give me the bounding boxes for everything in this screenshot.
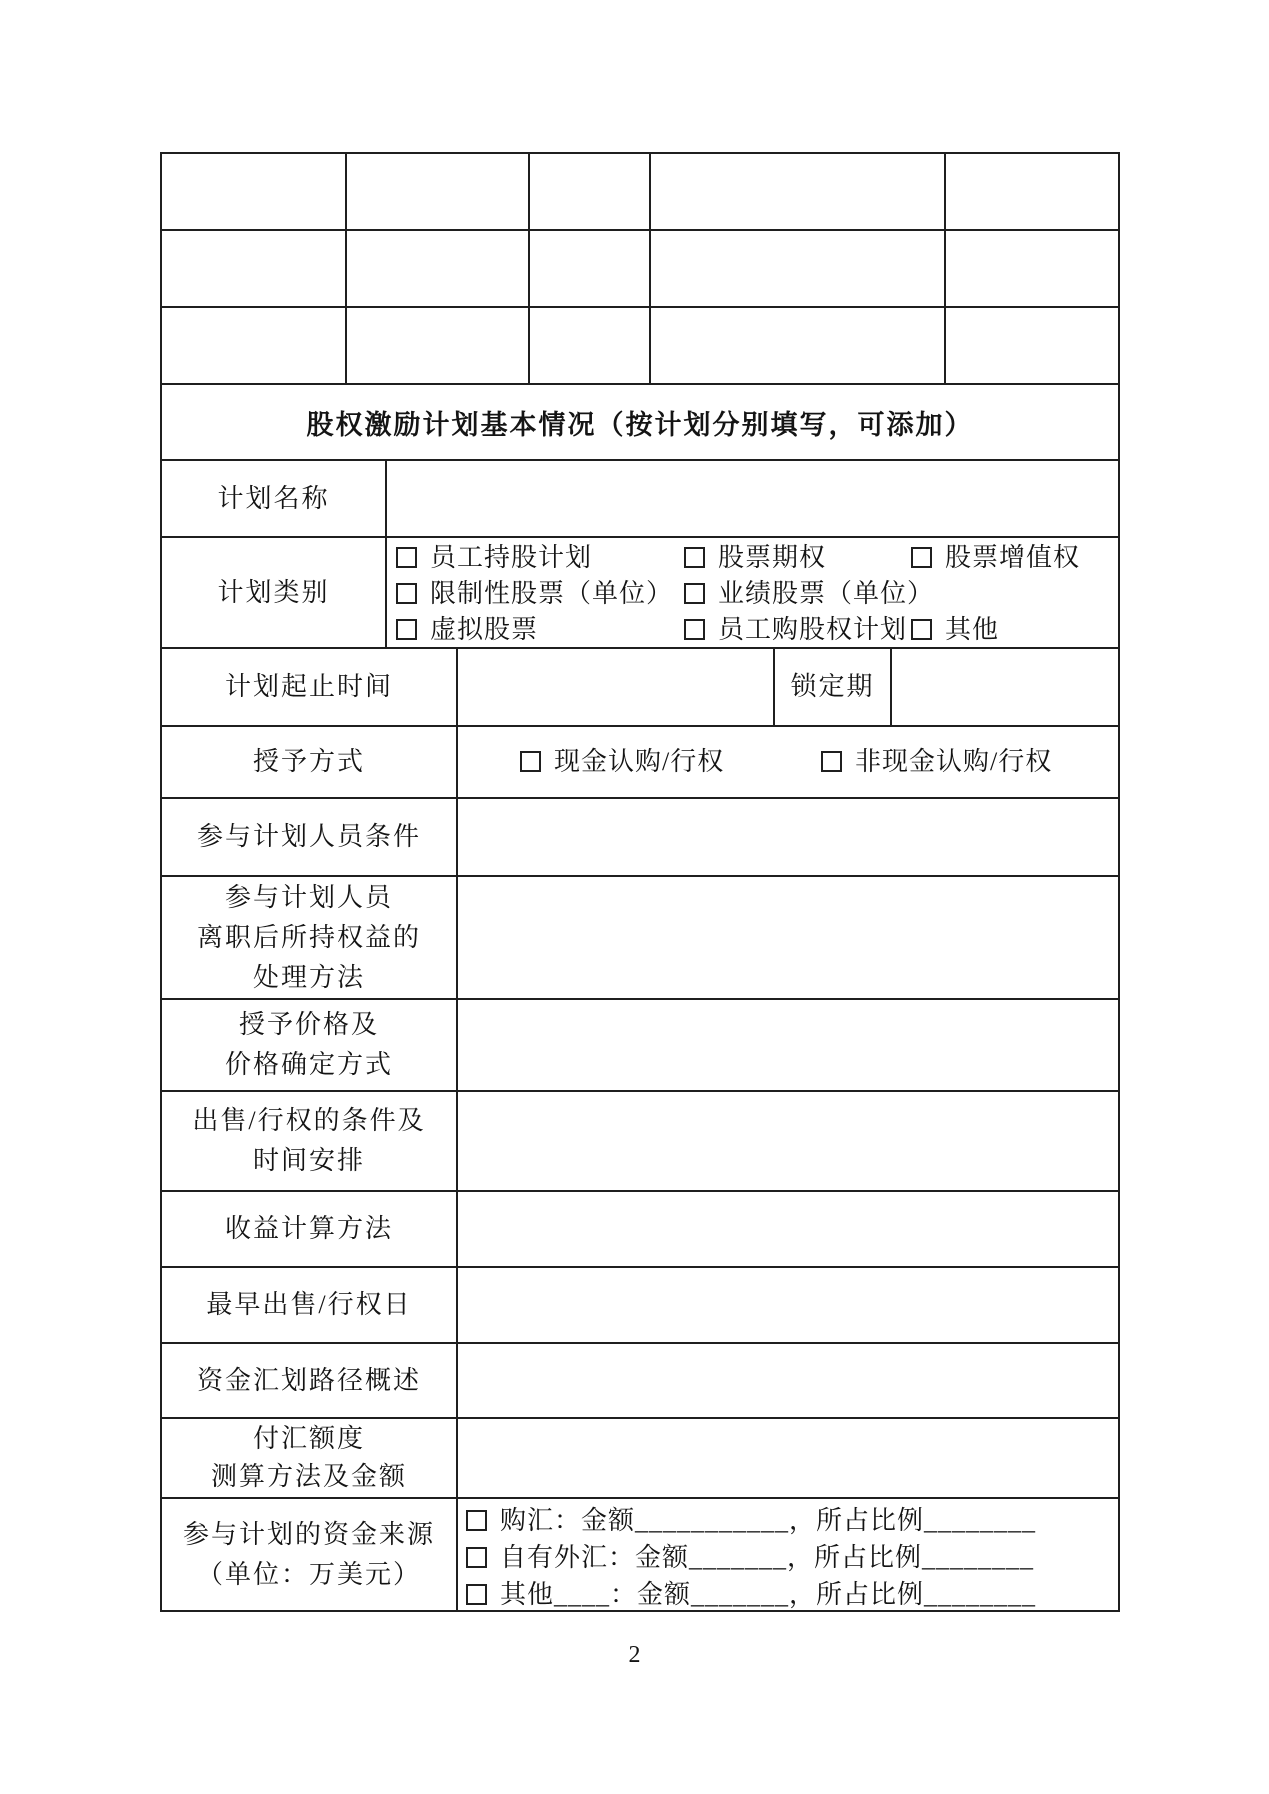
option-label: 非现金认购/行权 [855,747,1053,776]
option-cash-subscription[interactable] [520,745,724,779]
empty-cell [651,231,946,306]
option-fx-purchase[interactable] [466,1503,1118,1539]
table-row [162,308,1118,385]
checkbox-icon[interactable] [821,751,842,772]
row-participant-conditions [162,799,1118,877]
checkbox-icon[interactable] [520,751,541,772]
empty-cell [162,308,347,383]
fund-source-options [458,1499,1118,1610]
row-label-plan-category: 计划类别 [162,538,387,647]
option-label: 购汇：金额___________，所占比例________ [500,1506,1037,1535]
row-label-departure-equity-handling [162,877,458,998]
row-label-income-method: 收益计算方法 [162,1192,458,1266]
row-label-grant-price [162,1000,458,1090]
row-quota-method [162,1419,1118,1499]
checkbox-icon[interactable] [396,619,417,640]
label-line: 价格确定方式 [224,1050,393,1079]
input-cell-departure-equity-handling[interactable] [458,877,1118,998]
empty-cell [946,154,1118,229]
option-own-fx[interactable] [466,1540,1118,1576]
label-line: 参与计划的资金来源 [182,1519,435,1549]
empty-cell [651,308,946,383]
row-income-method [162,1192,1118,1268]
row-label-earliest-sale-date: 最早出售/行权日 [162,1268,458,1342]
section-header-row [162,385,1118,461]
option-virtual-stock[interactable] [396,613,538,647]
checkbox-icon[interactable] [684,619,705,640]
input-cell-plan-name[interactable] [387,461,1118,536]
option-restricted-stock[interactable] [396,577,673,611]
checkbox-icon[interactable] [396,583,417,604]
row-grant-price [162,1000,1118,1092]
checkbox-icon[interactable] [466,1510,487,1531]
option-label: 股票增值权 [945,543,1081,572]
input-cell-income-method[interactable] [458,1192,1118,1266]
input-cell-quota-method[interactable] [458,1419,1118,1497]
option-non-cash-subscription[interactable] [821,745,1052,779]
label-line: （单位：万美元） [196,1559,421,1589]
checkbox-icon[interactable] [911,619,932,640]
label-line: 参与计划人员 [224,882,393,912]
row-label-fund-path: 资金汇划路径概述 [162,1344,458,1417]
row-plan-period [162,649,1118,727]
input-cell-grant-price[interactable] [458,1000,1118,1090]
input-cell-sale-conditions[interactable] [458,1092,1118,1190]
option-label: 其他 [945,615,1000,644]
row-plan-name [162,461,1118,538]
input-cell-fund-path[interactable] [458,1344,1118,1417]
option-stock-appreciation-right[interactable] [911,541,1080,575]
plan-category-options [387,538,1118,647]
option-label: 股票期权 [718,543,827,572]
empty-cell [347,308,530,383]
empty-cell [162,154,347,229]
option-employee-stock-purchase-plan[interactable] [684,613,907,647]
input-cell-earliest-sale-date[interactable] [458,1268,1118,1342]
grant-method-options [458,727,1118,797]
option-other-category[interactable] [911,613,999,647]
label-line: 测算方法及金额 [210,1462,407,1491]
page-number: 2 [628,1642,641,1668]
input-cell-plan-period[interactable] [458,649,775,725]
table-row [162,154,1118,231]
empty-cell [347,154,530,229]
label-line: 授予价格及 [238,1010,379,1039]
row-label-lock-period: 锁定期 [775,649,892,725]
empty-cell [651,154,946,229]
label-line: 离职后所持权益的 [196,922,421,952]
checkbox-icon[interactable] [684,583,705,604]
input-cell-lock-period[interactable] [892,649,1118,725]
option-label: 员工购股权计划 [718,615,908,644]
option-performance-stock[interactable] [684,577,934,611]
row-label-plan-period: 计划起止时间 [162,649,458,725]
checkbox-icon[interactable] [684,547,705,568]
table-row [162,231,1118,308]
checkbox-icon[interactable] [911,547,932,568]
option-label: 自有外汇：金额_______，所占比例________ [500,1543,1035,1572]
empty-cell [530,231,651,306]
empty-cell [530,154,651,229]
option-other-source[interactable] [466,1577,1118,1613]
row-sale-conditions [162,1092,1118,1192]
empty-cell [946,231,1118,306]
empty-cell [162,231,347,306]
label-line: 付汇额度 [252,1424,365,1453]
row-label-plan-name: 计划名称 [162,461,387,536]
checkbox-icon[interactable] [466,1584,487,1605]
option-label: 其他____：金额_______，所占比例________ [500,1580,1037,1609]
row-label-sale-conditions [162,1092,458,1190]
option-employee-stock-plan[interactable] [396,541,592,575]
label-line: 时间安排 [252,1146,365,1175]
row-label-participant-conditions: 参与计划人员条件 [162,799,458,875]
row-fund-source [162,1499,1118,1610]
option-label: 现金认购/行权 [554,747,725,776]
row-label-fund-source [162,1499,458,1610]
empty-cell [530,308,651,383]
option-label: 业绩股票（单位） [718,579,935,608]
empty-cell [946,308,1118,383]
option-label: 虚拟股票 [430,615,539,644]
row-label-grant-method: 授予方式 [162,727,458,797]
checkbox-icon[interactable] [466,1547,487,1568]
row-label-quota-method [162,1419,458,1497]
row-departure-equity-handling [162,877,1118,1000]
empty-cell [347,231,530,306]
row-grant-method [162,727,1118,799]
row-fund-path [162,1344,1118,1419]
row-earliest-sale-date [162,1268,1118,1344]
form-table [160,152,1120,1612]
section-title: 股权激励计划基本情况（按计划分别填写，可添加） [306,409,974,440]
option-label: 员工持股计划 [430,543,593,572]
row-plan-category [162,538,1118,649]
checkbox-icon[interactable] [396,547,417,568]
option-stock-option[interactable] [684,541,826,575]
option-label: 限制性股票（单位） [430,579,674,608]
label-line: 出售/行权的条件及 [192,1106,426,1135]
label-line: 处理方法 [252,962,365,992]
input-cell-participant-conditions[interactable] [458,799,1118,875]
